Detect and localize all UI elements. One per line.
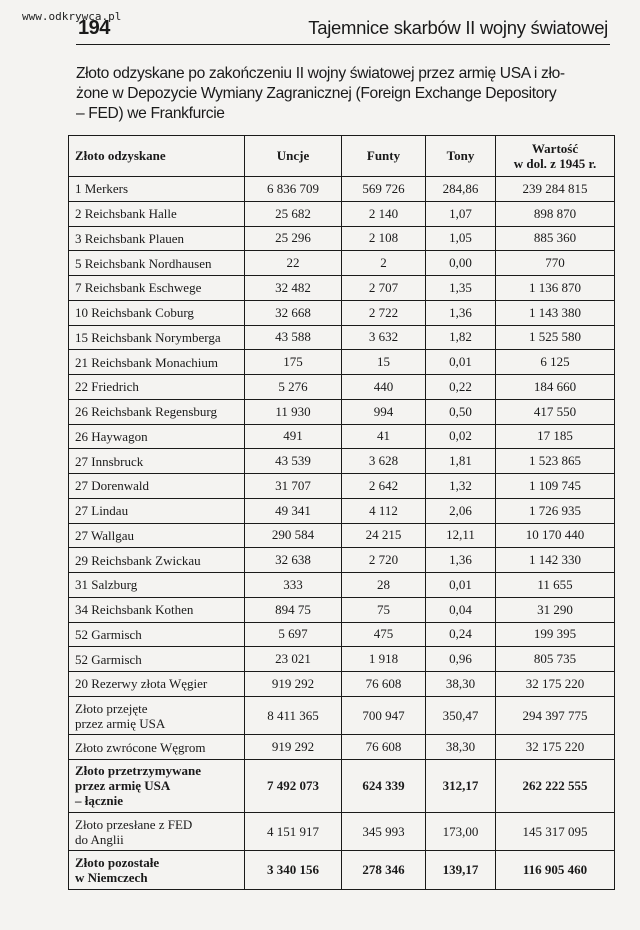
table-row xyxy=(69,177,615,202)
row-name-cell: 29 Reichsbank Zwickau xyxy=(69,548,245,573)
table-row xyxy=(69,350,615,375)
pounds-cell: 2 108 xyxy=(342,226,426,251)
row-name-cell: 7 Reichsbank Eschwege xyxy=(69,276,245,301)
gold-recovered-table xyxy=(68,135,615,890)
value-usd-cell: 885 360 xyxy=(496,226,615,251)
value-usd-cell: 11 655 xyxy=(496,573,615,598)
ounces-cell: 22 xyxy=(245,251,342,276)
ounces-cell: 333 xyxy=(245,573,342,598)
tons-cell: 1,05 xyxy=(426,226,496,251)
value-usd-cell: 1 142 330 xyxy=(496,548,615,573)
table-row xyxy=(69,622,615,647)
table-row xyxy=(69,760,615,813)
tons-cell: 1,82 xyxy=(426,325,496,350)
row-name-cell: 1 Merkers xyxy=(69,177,245,202)
value-usd-cell: 6 125 xyxy=(496,350,615,375)
tons-cell: 1,36 xyxy=(426,300,496,325)
row-name-cell: 27 Dorenwald xyxy=(69,474,245,499)
tons-cell: 350,47 xyxy=(426,696,496,735)
table-header-row xyxy=(69,136,615,177)
column-header-name: Złoto odzyskane xyxy=(69,136,245,177)
ounces-cell: 11 930 xyxy=(245,399,342,424)
row-name-cell: Złoto przetrzymywane przez armię USA – łącznie xyxy=(69,760,245,813)
table-row xyxy=(69,812,615,851)
value-usd-cell: 1 523 865 xyxy=(496,449,615,474)
row-name-cell: 5 Reichsbank Nordhausen xyxy=(69,251,245,276)
row-name-cell: 26 Reichsbank Regensburg xyxy=(69,399,245,424)
ounces-cell: 919 292 xyxy=(245,735,342,760)
pounds-cell: 76 608 xyxy=(342,735,426,760)
value-usd-cell: 1 143 380 xyxy=(496,300,615,325)
tons-cell: 1,35 xyxy=(426,276,496,301)
table-row xyxy=(69,523,615,548)
pounds-cell: 1 918 xyxy=(342,647,426,672)
tons-cell: 173,00 xyxy=(426,812,496,851)
table-row xyxy=(69,424,615,449)
pounds-cell: 4 112 xyxy=(342,498,426,523)
value-usd-cell: 262 222 555 xyxy=(496,760,615,813)
ounces-cell: 6 836 709 xyxy=(245,177,342,202)
pounds-cell: 3 632 xyxy=(342,325,426,350)
tons-cell: 0,24 xyxy=(426,622,496,647)
tons-cell: 1,32 xyxy=(426,474,496,499)
row-name-cell: 21 Reichsbank Monachium xyxy=(69,350,245,375)
value-usd-cell: 116 905 460 xyxy=(496,851,615,890)
value-usd-cell: 10 170 440 xyxy=(496,523,615,548)
value-usd-cell: 898 870 xyxy=(496,201,615,226)
pounds-cell: 278 346 xyxy=(342,851,426,890)
table-row xyxy=(69,226,615,251)
tons-cell: 38,30 xyxy=(426,672,496,697)
value-usd-cell: 294 397 775 xyxy=(496,696,615,735)
row-name-cell: 20 Rezerwy złota Węgier xyxy=(69,672,245,697)
header-rule xyxy=(76,44,610,45)
tons-cell: 38,30 xyxy=(426,735,496,760)
row-name-cell: Złoto przejęte przez armię USA xyxy=(69,696,245,735)
pounds-cell: 700 947 xyxy=(342,696,426,735)
ounces-cell: 919 292 xyxy=(245,672,342,697)
row-name-cell: 31 Salzburg xyxy=(69,573,245,598)
table-caption: Złoto odzyskane po zakończeniu II wojny światowej przez armię USA i zło- żone w Depozycie Wymiany Zagranicznej (Foreign Exchange Depository – FED) we Frankfurcie xyxy=(76,65,565,122)
value-usd-cell: 32 175 220 xyxy=(496,672,615,697)
row-name-cell: 15 Reichsbank Norymberga xyxy=(69,325,245,350)
value-usd-cell: 1 525 580 xyxy=(496,325,615,350)
tons-cell: 1,07 xyxy=(426,201,496,226)
table-row xyxy=(69,498,615,523)
row-name-cell: 22 Friedrich xyxy=(69,375,245,400)
table-row xyxy=(69,449,615,474)
row-name-cell: 27 Lindau xyxy=(69,498,245,523)
ounces-cell: 7 492 073 xyxy=(245,760,342,813)
pounds-cell: 15 xyxy=(342,350,426,375)
tons-cell: 0,01 xyxy=(426,350,496,375)
ounces-cell: 175 xyxy=(245,350,342,375)
tons-cell: 312,17 xyxy=(426,760,496,813)
table-row xyxy=(69,735,615,760)
ounces-cell: 31 707 xyxy=(245,474,342,499)
row-name-cell: 27 Innsbruck xyxy=(69,449,245,474)
table-row xyxy=(69,548,615,573)
website-watermark: www.odkrywca.pl xyxy=(22,10,122,23)
tons-cell: 0,50 xyxy=(426,399,496,424)
tons-cell: 0,04 xyxy=(426,597,496,622)
ounces-cell: 4 151 917 xyxy=(245,812,342,851)
pounds-cell: 624 339 xyxy=(342,760,426,813)
running-header: Tajemnice skarbów II wojny światowej xyxy=(308,17,608,38)
row-name-cell: 27 Wallgau xyxy=(69,523,245,548)
column-header-value xyxy=(496,136,615,177)
tons-cell: 2,06 xyxy=(426,498,496,523)
value-usd-cell: 145 317 095 xyxy=(496,812,615,851)
pounds-cell: 76 608 xyxy=(342,672,426,697)
row-name-cell: 26 Haywagon xyxy=(69,424,245,449)
pounds-cell: 2 xyxy=(342,251,426,276)
pounds-cell: 28 xyxy=(342,573,426,598)
row-name-cell: Złoto pozostałe w Niemczech xyxy=(69,851,245,890)
page-number: 194 xyxy=(78,17,110,39)
table-row xyxy=(69,399,615,424)
pounds-cell: 994 xyxy=(342,399,426,424)
ounces-cell: 3 340 156 xyxy=(245,851,342,890)
pounds-cell: 475 xyxy=(342,622,426,647)
pounds-cell: 2 722 xyxy=(342,300,426,325)
ounces-cell: 25 296 xyxy=(245,226,342,251)
table-row xyxy=(69,300,615,325)
table-row xyxy=(69,597,615,622)
pounds-cell: 569 726 xyxy=(342,177,426,202)
tons-cell: 284,86 xyxy=(426,177,496,202)
ounces-cell: 25 682 xyxy=(245,201,342,226)
pounds-cell: 345 993 xyxy=(342,812,426,851)
column-header-pounds: Funty xyxy=(342,136,426,177)
column-header-tons: Tony xyxy=(426,136,496,177)
ounces-cell: 49 341 xyxy=(245,498,342,523)
value-usd-cell: 1 109 745 xyxy=(496,474,615,499)
pounds-cell: 24 215 xyxy=(342,523,426,548)
tons-cell: 12,11 xyxy=(426,523,496,548)
row-name-cell: 10 Reichsbank Coburg xyxy=(69,300,245,325)
pounds-cell: 2 642 xyxy=(342,474,426,499)
tons-cell: 0,22 xyxy=(426,375,496,400)
ounces-cell: 23 021 xyxy=(245,647,342,672)
table-row xyxy=(69,251,615,276)
ounces-cell: 491 xyxy=(245,424,342,449)
value-usd-cell: 1 136 870 xyxy=(496,276,615,301)
value-usd-cell: 805 735 xyxy=(496,647,615,672)
row-name-cell: Złoto przesłane z FED do Anglii xyxy=(69,812,245,851)
row-name-cell: 34 Reichsbank Kothen xyxy=(69,597,245,622)
table-row xyxy=(69,851,615,890)
table-row xyxy=(69,474,615,499)
value-usd-cell: 184 660 xyxy=(496,375,615,400)
table-row xyxy=(69,276,615,301)
table-row xyxy=(69,647,615,672)
value-usd-cell: 17 185 xyxy=(496,424,615,449)
pounds-cell: 440 xyxy=(342,375,426,400)
tons-cell: 1,36 xyxy=(426,548,496,573)
pounds-cell: 2 707 xyxy=(342,276,426,301)
column-header-ounces: Uncje xyxy=(245,136,342,177)
row-name-cell: 2 Reichsbank Halle xyxy=(69,201,245,226)
row-name-cell: Złoto zwrócone Węgrom xyxy=(69,735,245,760)
ounces-cell: 32 638 xyxy=(245,548,342,573)
ounces-cell: 32 668 xyxy=(245,300,342,325)
ounces-cell: 32 482 xyxy=(245,276,342,301)
value-usd-cell: 417 550 xyxy=(496,399,615,424)
pounds-cell: 3 628 xyxy=(342,449,426,474)
table-row xyxy=(69,696,615,735)
tons-cell: 0,00 xyxy=(426,251,496,276)
pounds-cell: 75 xyxy=(342,597,426,622)
tons-cell: 139,17 xyxy=(426,851,496,890)
ounces-cell: 894 75 xyxy=(245,597,342,622)
pounds-cell: 2 140 xyxy=(342,201,426,226)
value-usd-cell: 770 xyxy=(496,251,615,276)
row-name-cell: 3 Reichsbank Plauen xyxy=(69,226,245,251)
row-name-cell: 52 Garmisch xyxy=(69,647,245,672)
table-row xyxy=(69,573,615,598)
value-usd-cell: 31 290 xyxy=(496,597,615,622)
value-usd-cell: 239 284 815 xyxy=(496,177,615,202)
row-name-cell: 52 Garmisch xyxy=(69,622,245,647)
table-row xyxy=(69,672,615,697)
pounds-cell: 41 xyxy=(342,424,426,449)
ounces-cell: 8 411 365 xyxy=(245,696,342,735)
tons-cell: 0,96 xyxy=(426,647,496,672)
column-header-value-text: Wartość w dol. z 1945 r. xyxy=(513,141,597,171)
table-row xyxy=(69,375,615,400)
tons-cell: 0,02 xyxy=(426,424,496,449)
tons-cell: 0,01 xyxy=(426,573,496,598)
value-usd-cell: 32 175 220 xyxy=(496,735,615,760)
table-row xyxy=(69,201,615,226)
table-row xyxy=(69,325,615,350)
ounces-cell: 5 697 xyxy=(245,622,342,647)
tons-cell: 1,81 xyxy=(426,449,496,474)
ounces-cell: 290 584 xyxy=(245,523,342,548)
pounds-cell: 2 720 xyxy=(342,548,426,573)
value-usd-cell: 1 726 935 xyxy=(496,498,615,523)
ounces-cell: 43 539 xyxy=(245,449,342,474)
value-usd-cell: 199 395 xyxy=(496,622,615,647)
ounces-cell: 43 588 xyxy=(245,325,342,350)
ounces-cell: 5 276 xyxy=(245,375,342,400)
